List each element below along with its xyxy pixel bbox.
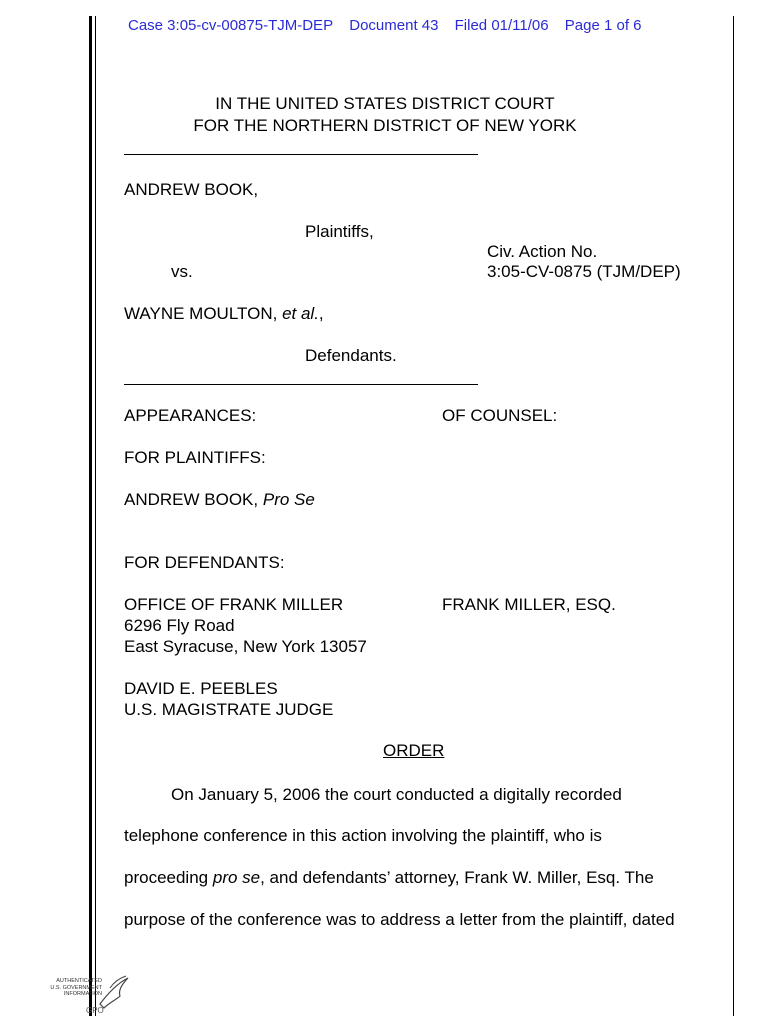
defendant-comma: , [318,304,324,323]
order-heading: ORDER [383,741,445,760]
judge-title: U.S. MAGISTRATE JUDGE [124,700,334,719]
plaintiff-role: Plaintiffs, [305,222,374,241]
defense-counsel: FRANK MILLER, ESQ. [442,595,616,614]
for-plaintiffs-label: FOR PLAINTIFFS: [124,448,266,467]
for-defendants-label: FOR DEFENDANTS: [124,553,285,572]
left-margin-line-thick [89,16,92,1016]
order-line-1: On January 5, 2006 the court conducted a digitally recorded [171,785,622,804]
judge-name: DAVID E. PEEBLES [124,679,278,698]
order-line-3-a: proceeding [124,868,209,887]
defendant-name [124,304,324,324]
defendant-role: Defendants. [305,346,397,365]
pro-se-status: Pro Se [262,490,315,509]
caption-rule-top [124,154,478,155]
civ-action-label: Civ. Action No. [487,242,598,261]
plaintiff-appearance [124,490,315,510]
gpo-seal-text [44,978,102,998]
defense-address-line2: East Syracuse, New York 13057 [124,637,367,656]
court-title-line2: FOR THE NORTHERN DISTRICT OF NEW YORK [193,116,577,135]
gpo-mark: GPO [86,1006,104,1015]
defense-office: OFFICE OF FRANK MILLER [124,595,344,614]
filed-date: Filed 01/11/06 [454,17,549,34]
page-number: Page 1 of 6 [564,17,642,34]
filing-header [128,17,654,34]
of-counsel-label: OF COUNSEL: [442,406,558,425]
gpo-line1: AUTHENTICATED [56,978,102,984]
gpo-line2: U.S. GOVERNMENT [50,984,102,991]
order-line-4: purpose of the conference was to address a letter from the plaintiff, dated [124,910,675,929]
document-number: Document 43 [349,17,439,34]
case-number: Case 3:05-cv-00875-TJM-DEP [128,17,334,34]
civ-action-number: 3:05-CV-0875 (TJM/DEP) [487,262,681,281]
court-title-line1: IN THE UNITED STATES DISTRICT COURT [215,94,555,113]
defense-address-line1: 6296 Fly Road [124,616,235,635]
appearances-label: APPEARANCES: [124,406,257,425]
plaintiff-name: ANDREW BOOK, [124,180,259,199]
order-line-2: telephone conference in this action involving the plaintiff, who is [124,826,602,845]
caption-rule-bottom [124,384,478,385]
plaintiff-appearance-name: ANDREW BOOK, [124,490,259,509]
order-line-3-pro-se: pro se [212,868,261,887]
defendant-et-al: et al. [282,304,319,323]
versus: vs. [171,262,193,281]
order-line-3 [124,868,654,888]
defendant-name-text: WAYNE MOULTON, [124,304,278,323]
left-margin-line-thin [95,16,96,1016]
order-line-3-c: , and defendants’ attorney, Frank W. Miller, Esq. The [260,868,654,887]
gpo-line3: INFORMATION [63,991,102,997]
right-margin-line [733,16,734,1016]
